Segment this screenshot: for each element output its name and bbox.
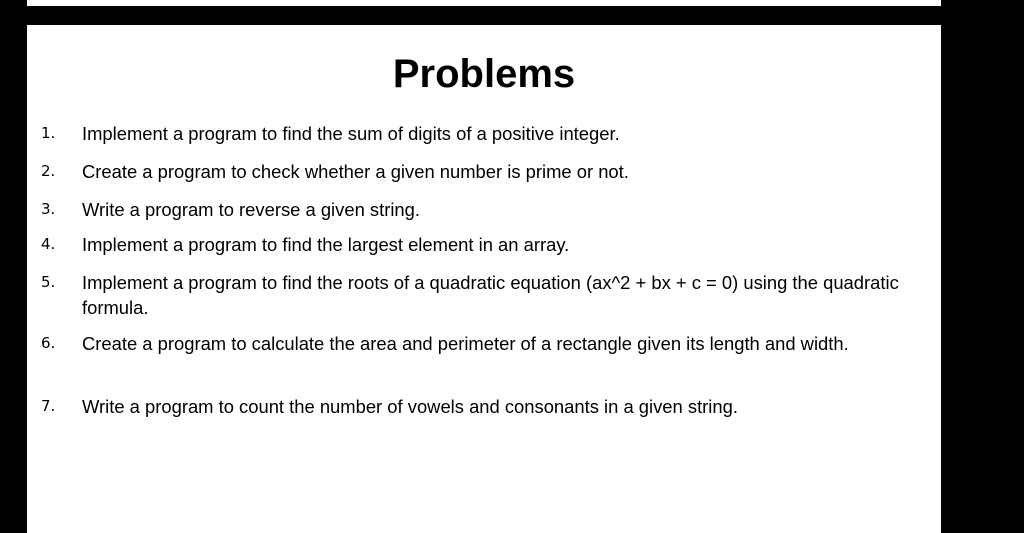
problem-text: Create a program to check whether a given number is prime or not. [82,161,629,182]
problem-number: 7. [41,397,56,415]
problem-number: 5. [41,273,56,291]
problem-number: 1. [41,124,56,142]
problem-text: Implement a program to find the sum of digits of a positive integer. [82,123,620,144]
top-strip [27,0,941,6]
problem-number: 2. [41,162,56,180]
problem-text: Implement a program to find the roots of a quadratic equation (ax^2 + bx + c = 0) using the quadratic formula. [82,272,899,318]
page-title: Problems [392,52,576,96]
problem-text: Implement a program to find the largest element in an array. [82,234,570,255]
problem-number: 6. [41,334,56,352]
problem-text: Write a program to count the number of vowels and consonants in a given string. [82,396,738,417]
problem-number: 4. [41,235,56,253]
document-page [27,25,941,533]
problem-text: Write a program to reverse a given string. [82,199,420,220]
problem-text: Create a program to calculate the area and perimeter of a rectangle given its length and width. [82,333,849,354]
problem-number: 3. [41,200,56,218]
